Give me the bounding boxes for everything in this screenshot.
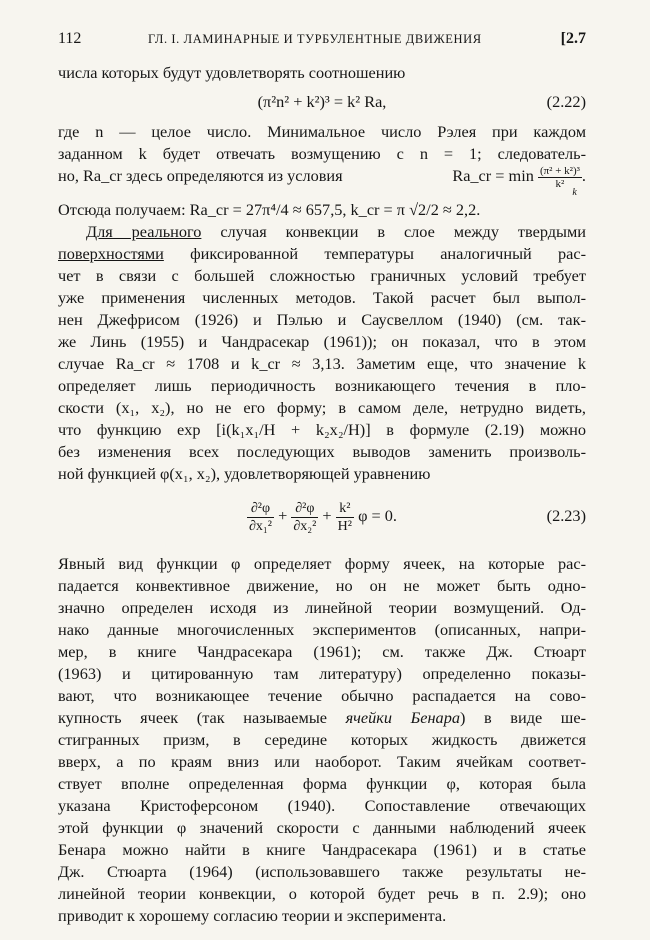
plus-sign: + (322, 506, 332, 525)
text-segment: случая конвекции в слое между твердыми (220, 222, 586, 241)
text-line: же Линь (1955) и Чандрасекар (1961)); он показал, что в этом (58, 332, 586, 351)
underlined-text: Для реального (86, 222, 202, 241)
text-line: без изменения всех последующих выводов заменить произволь- (58, 442, 586, 461)
text-line (58, 707, 586, 729)
numerator: ∂²φ (247, 500, 274, 518)
text-line: Дж. Стюарта (1964) (использовавшего также результаты не- (58, 862, 586, 881)
text-line: этой функции φ значений скорости с данными наблюдений ячеек (58, 818, 586, 837)
text-line: стигранных призм, в середине которых жидкость движется (58, 730, 586, 749)
text-segment: ) в виде ше- (459, 708, 586, 727)
text-line: случае Ra_cr ≈ 1708 и k_cr ≈ 3,13. Заметим еще, что значение k (58, 354, 586, 373)
text-line (58, 243, 586, 265)
running-title: ГЛ. I. ЛАМИНАРНЫЕ И ТУРБУЛЕНТНЫЕ ДВИЖЕНИЯ (148, 32, 482, 46)
page-header (58, 30, 586, 52)
numerator: ∂²φ (291, 500, 318, 518)
numerator: (π² + k²)³ (539, 165, 580, 177)
numerator: k² (336, 500, 354, 518)
equation-body (58, 495, 586, 537)
min-formula: Ra_cr = min $\frac{\text{(π² + k²)³}}{\text{k²}}$ . k (452, 165, 586, 190)
denominator: ∂x₂² (293, 518, 317, 534)
fraction (336, 500, 354, 535)
min-subscript: k (572, 187, 577, 198)
text-segment: купность ячеек (так называемые (58, 708, 346, 727)
text-line: Явный вид функции φ определяет форму ячеек, на которые рас- (58, 554, 586, 573)
text-segment: фиксированной температуры аналогичный рас- (190, 244, 586, 263)
page-number: 112 (58, 30, 82, 47)
text-line (58, 221, 586, 243)
text-line: значно определен исходя из линейной теории возмущений. Од- (58, 598, 586, 617)
equation-2-23 (58, 495, 586, 537)
equation-number: (2.23) (546, 506, 586, 525)
text-line: линейной теории конвекции, о которой будет речь в п. 2.9); оно (58, 884, 586, 903)
equation-number: (2.22) (546, 92, 586, 111)
text-line: чет в связи с большей сложностью граничных условий требует (58, 266, 586, 285)
text-line: приводит к хорошему согласию теории и эксперимента. (58, 906, 447, 925)
text-line: нен Джефрисом (1926) и Пэлью и Саусвеллом (1940) (см. так- (58, 310, 586, 329)
denominator: ∂x₁² (248, 518, 272, 534)
text-line: что функцию exp [i(k₁x₁/H + k₂x₂/H)] в формуле (2.19) можно (58, 420, 586, 439)
equation-body: (π²n² + k²)³ = k² Ra, (257, 92, 387, 111)
text-line: числа которых будут удовлетворять соотношению (58, 63, 406, 82)
text-line: указана Кристоферсоном (1940). Сопоставление отвечающих (58, 796, 586, 815)
denominator: k² (555, 178, 565, 190)
text-line: нако данные многочисленных экспериментов (описанных, напри- (58, 620, 586, 639)
text-line: Отсюда получаем: Ra_cr = 27π⁴/4 ≈ 657,5, k_cr = π √2/2 ≈ 2,2. (58, 200, 481, 219)
text-line: ствует вполне определенная форма функции φ, которая была (58, 774, 586, 793)
formula-text: Ra_cr = min (452, 166, 534, 186)
text-line: Бенара можно найти в книге Чандрасекара (1961) и в статье (58, 840, 586, 859)
text-line-with-formula (58, 165, 586, 198)
text-line: (1963) и цитированную там литературу) определенно показы- (58, 664, 586, 683)
plus-sign: + (278, 506, 288, 525)
text-line: вают, что возникающее течение обычно распадается на сово- (58, 686, 586, 705)
fraction (291, 500, 318, 535)
section-number: [2.7 (560, 30, 586, 47)
text-line: мер, в книге Чандрасекара (1961); см. также Дж. Стюарт (58, 642, 586, 661)
italic-term: ячейки Бенара (345, 708, 460, 727)
text-line: скости (x₁, x₂), но не его форму; в самом деле, нетрудно видеть, (58, 398, 586, 417)
equation-tail: φ = 0. (358, 506, 397, 525)
text-line: вверх, а по краям вниз или наоборот. Таким ячейкам соответ- (58, 752, 586, 771)
fraction (247, 500, 274, 535)
text-line: ной функцией φ(x₁, x₂), удовлетворяющей уравнению (58, 464, 431, 483)
denominator: H² (337, 518, 352, 534)
text-line: падается конвективное движение, но он не может быть одно- (58, 576, 586, 595)
text-line: заданном k будет отвечать возмущению с n = 1; следователь- (58, 144, 586, 163)
text-line: уже применения численных методов. Такой расчет был выпол- (58, 288, 586, 307)
text-segment: но, Ra_cr здесь определяются из условия (58, 166, 343, 185)
text-line: где n — целое число. Минимальное число Рэлея при каждом (58, 122, 586, 141)
text-line: определяет лишь периодичность возникающего течения в пло- (58, 376, 586, 395)
underlined-text: поверхностями (58, 244, 164, 263)
equation-2-22 (58, 91, 586, 113)
